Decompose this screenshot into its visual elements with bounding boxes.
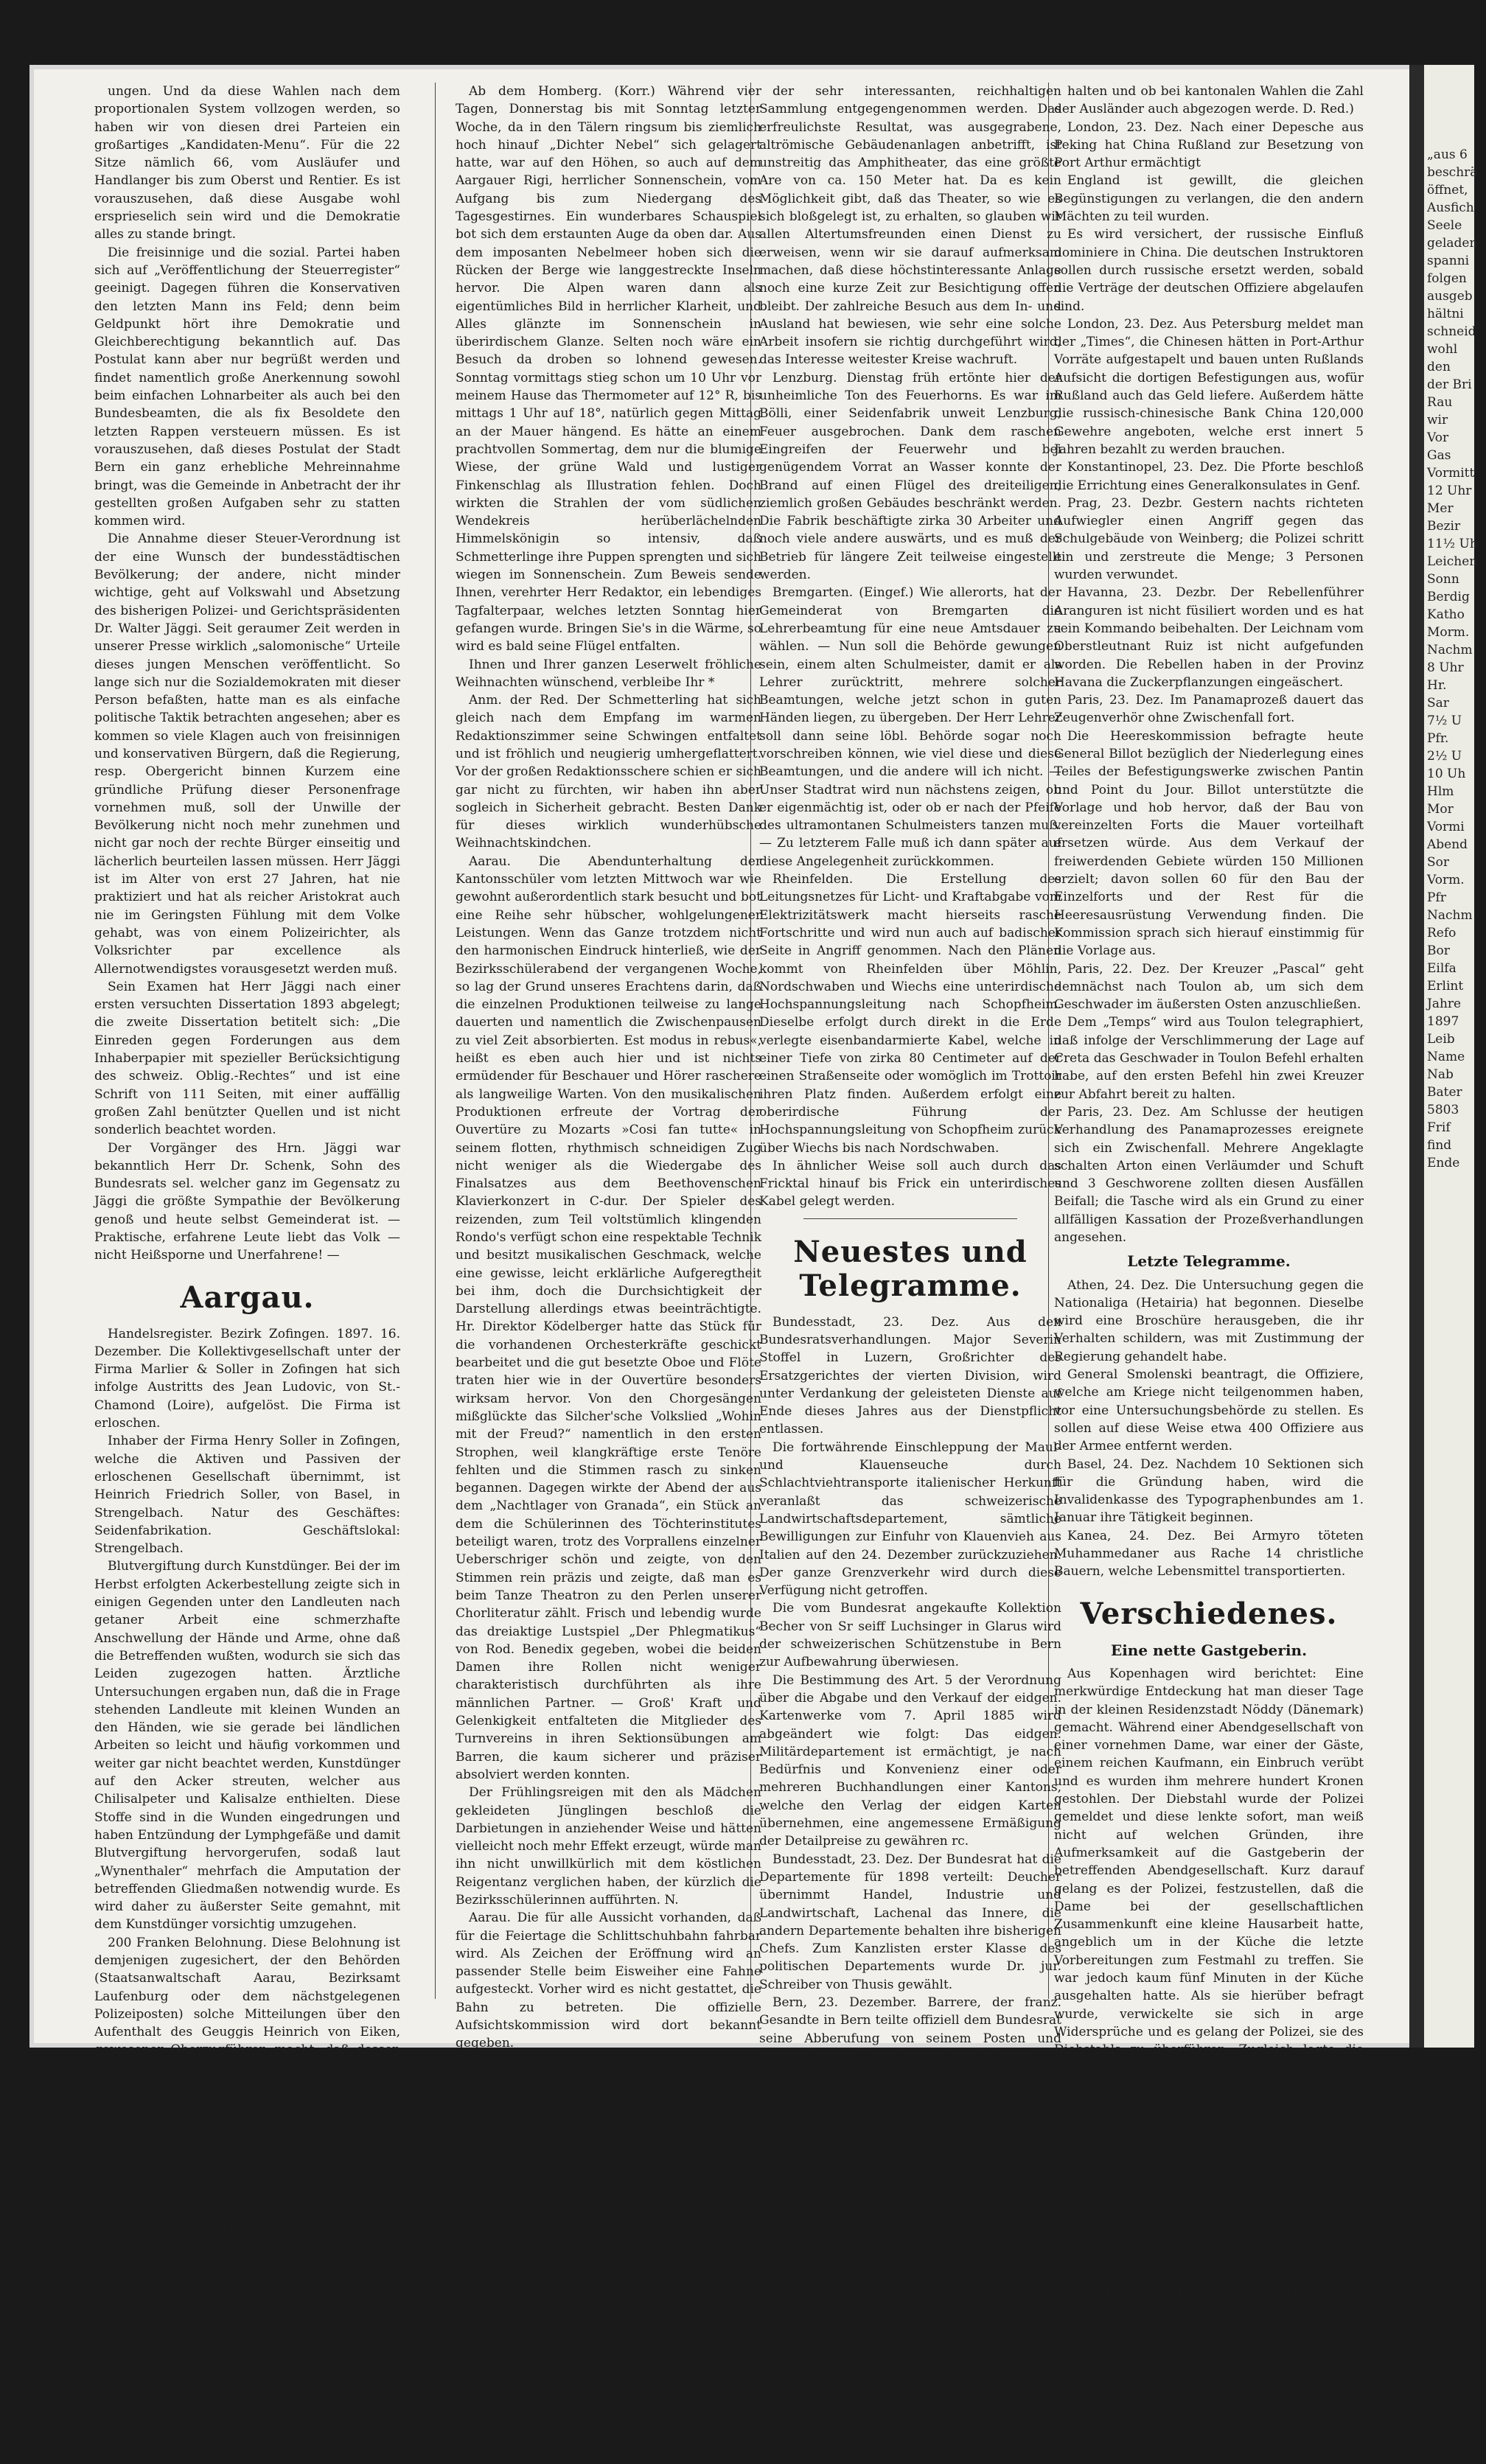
section-heading: Neuestes und Telegramme. xyxy=(793,1234,1028,1303)
article-paragraph: London, 23. Dez. Aus Petersburg meldet man der „Times“, die Chinesen hätten in Port-Arthur Vorräte aufgestapelt und bauen unten Rußlands Aufsicht die dortigen Befestigungen aus, wofür Rußland auch das Geld liefere. Außerdem hätte die russisch-chinesische Bank China 120,000 Gewehre angeboten, welche erst innert 5 Jahren bezahlt zu werden brauchen. xyxy=(1054,316,1364,457)
strip-line: Vorm. xyxy=(1427,873,1465,887)
section-heading: Verschiedenes. xyxy=(1080,1596,1338,1631)
article-paragraph: Der Vorgänger des Hrn. Jäggi war bekanntlich Herr Dr. Schenk, Sohn des Bundesrats sel. welcher ganz im Gegensatz zu Jäggi die größte Sympathie der Bevölkerung genoß und heute selbst Gemeinderat ist. — Praktische, erfahrene Leute liebt das Volk — nicht Heißsporne und Unerfahrene! — xyxy=(94,1140,400,1263)
article-paragraph: Aargauische landw. Gesellschaft. (Mitgeteilt.) Der f. Z. verschiedener Umstände halber vertagte Versammlung der aarg. landw. Gesellschaft ist nun auf Sonntag den 26. Dezember 1897, nachmittags 2 Uhr im Löwen in Muri angesetzt. Bei diesem Anlaß wird Hr. Professor Ehrhardt von Zürich über Tuberkulinimpfung rc. referieren und dann auch das Viehversicherungsgesetz zur Sprache kommen. xyxy=(94,2150,400,2326)
article-paragraph: Ihnen und Ihrer ganzen Leserwelt fröhliche Weihnachten wünschend, verbleibe Ihr * xyxy=(456,657,761,690)
strip-line: 10 Uh xyxy=(1427,767,1466,781)
adjacent-page-text xyxy=(1427,146,1486,1172)
strip-line: hältni xyxy=(1427,307,1464,321)
strip-line: Mor xyxy=(1427,802,1454,817)
strip-line: wohl xyxy=(1427,342,1458,357)
article-paragraph: der sehr interessanten, reichhaltigen Sammlung entgegengenommen werden. Das erfreulichste Resultat, was ausgegrabene, altrömische Gebäudenanlagen anbetrifft, ist unstreitig das Amphitheater, das eine größte Are von ca. 150 Meter hat. Da es kein Möglichkeit gibt, daß das Theater, so wie es sich bloßgelegt ist, zu erhalten, so glauben wir allen Altertumsfreunden einen Dienst zu erweisen, wenn wir sie darauf aufmerksam machen, daß diese höchstinteressante Anlage noch eine kurze Zeit zur Besichtigung offen bleibt. Der zahlreiche Besuch aus dem In- und Ausland hat bewiesen, wie sehr eine solche Arbeit insofern sie richtig durchgeführt wird, das Interesse weitester Kreise wachruft. xyxy=(759,84,1061,368)
strip-line: Leib xyxy=(1427,1032,1455,1047)
strip-line: Frif xyxy=(1427,1120,1451,1135)
article-paragraph: Aarau, 23. Dezember 1897. Kommando des aarg. Polizeikorps. xyxy=(94,2114,400,2147)
article-paragraph: Der Frühlingsreigen mit den als Mädchen gekleideten Jünglingen beschloß die Darbietungen in anziehender Weise und hätten vielleicht noch mehr Effekt erzeugt, würde man ihn nicht unwillkürlich mit dem köstlichen Reigentanz verglichen haben, der kürzlich die Bezirksschülerinnen aufführten. N. xyxy=(456,1785,761,1908)
article-paragraph: Die Annahme dieser Steuer-Verordnung ist der eine Wunsch der bundesstädtischen Bevölkerung; der andere, nicht minder wichtige, geht auf Volkswahl und Absetzung des bisherigen Polizei- und Gerichtspräsidenten Dr. Walter Jäggi. Seit geraumer Zeit werden in unserer Presse wirklich „salomonische“ Urteile dieses jungen Menschen veröffentlicht. So lange sich nur die Sozialdemokraten mit dieser Person befaßten, hatte man es als einfache politische Taktik betrachten angesehen; aber es kommen so viele Klagen auch von freisinnigen und konservativen Bürgern, daß die Regierung, resp. Obergericht binnen Kurzem eine gründliche Prüfung dieser Personenfrage vornehmen muß, soll der Unwille der Bevölkerung nicht noch mehr zunehmen und nicht gar noch der rechte Bürger einseitig und lächerlich beurteilen lassen müssen. Herr Jäggi ist im Alter von erst 27 Jahren, hat nie praktiziert und hat als reicher Aristokrat auch nie im Geringsten Fühlung mit dem Volke gehabt, was von einem Polizeirichter, als Volksrichter par excellence als Allernotwendigstes vorausgesetzt werden muß. xyxy=(94,531,400,977)
strip-line: öffnet, xyxy=(1427,183,1468,198)
article-paragraph: Handelsregister. Bezirk Zofingen. 1897. 16. Dezember. Die Kollektivgesellschaft unter der Firma Marlier & Soller in Zofingen hat sich infolge Austritts des Jean Ludovic, von St.-Chamond (Loire), aufgelöst. Die Firma ist erloschen. xyxy=(94,1326,400,1431)
article-paragraph: Ab dem Homberg. (Korr.) Während vier Tagen, Donnerstag bis mit Sonntag letzter Woche, da in den Tälern ringsum bis ziemlich hoch hinauf „Dichter Nebel“ sich gelagert hatte, war auf den Höhen, so auch auf dem Aargauer Rigi, herrlicher Sonnenschein, vom Aufgang bis zum Niedergang des Tagesgestirnes. Ein wunderbares Schauspiel bot sich dem erstaunten Auge da oben dar. Aus dem imposanten Nebelmeer hoben sich die Rücken der Berge wie langgestreckte Inseln hervor. Die Alpen waren dann als eigentümliches Bild in herrlicher Klarheit, und Alles glänzte im Sonnenschein in überirdischem Glanze. Selten noch wäre ein Besuch da droben so lohnend gewesen. Sonntag vormittags stieg schon um 10 Uhr vor meinem Hause das Thermometer auf 12° R, bis mittags 1 Uhr auf 18°, natürlich gegen Mittag an der Mauer hängend. Es hätte an einem prachtvollen Sommertag, dem nur die blumige Wiese, der grüne Wald und lustiger Finkenschlag als Illustration fehlen. Doch wirkten die Strahlen der vom südlichen Wendekreis herüberlächelnden Himmelskönigin so intensiv, daß Schmetterlinge ihre Puppen sprengten und sich wiegen im Sonnenschein. Zum Beweis sende Ihnen, verehrter Herr Redaktor, ein lebendiges Tagfalterpaar, welches letzten Sonntag hier gefangen wurde. Bringen Sie's in die Wärme, so wird es bald seine Flügel entfalten. xyxy=(456,84,762,655)
article-paragraph: London, 23. Dez. Nach einer Depesche aus Peking hat China Rußland zur Besetzung von Port Arthur ermächtigt xyxy=(1054,119,1364,171)
article-paragraph: Basel, 24. Dez. Nachdem 10 Sektionen sich für die Gründung haben, wird die Invalidenkasse des Typographenbundes am 1. Januar ihre Tätigkeit beginnen. xyxy=(1054,1456,1364,1526)
strip-line: Berdig xyxy=(1427,590,1470,604)
strip-line: Bater xyxy=(1427,1085,1462,1100)
section-divider xyxy=(803,1218,1017,1219)
strip-line: Mer xyxy=(1427,501,1454,516)
article-paragraph: Die Bestimmung des Art. 5 der Verordnung über die Abgabe und den Verkauf der eidgen. Kartenwerke vom 7. April 1885 wird abgeändert wie folgt: Das eidgen. Militärdepartement ist ermächtigt, je nach Bedürfnis und Konvenienz einer oder mehreren Buchhandlungen einer Kantons, welche den Verlag der eidgen Karten übernehmen, eine angemessene Ermäßigung der Detailpreise zu gewähren rc. xyxy=(759,1672,1061,1849)
strip-line: geladen xyxy=(1427,236,1478,251)
strip-line: Pfr. xyxy=(1427,731,1449,746)
article-paragraph: (Der Bundesrat hat nämlich an alle Kantonsregierungen ein Kreisschreiben gerichtet, worin er sie ersucht, was sie von der Motion Hochstraßer xyxy=(759,2389,1061,2458)
strip-line: 2½ U xyxy=(1427,749,1462,764)
article-paragraph: In ähnlicher Weise soll auch durch das Fricktal hinauf bis Frick ein unterirdisches Kabel gelegt werden. xyxy=(759,1158,1061,1210)
strip-line: 5803 xyxy=(1427,1103,1459,1117)
strip-line: den xyxy=(1427,360,1451,374)
article-paragraph: Paris, 23. Dez. Im Panamaprozeß dauert das Zeugenverhör ohne Zwischenfall fort. xyxy=(1054,693,1364,726)
article-subheading: Eine nette Gastgeberin. xyxy=(1110,1641,1308,1659)
article-paragraph: Havanna, 23. Dezbr. Der Rebellenführer Aranguren ist nicht füsiliert worden und es hat sein Kommando beibehalten. Der Leichnam vom Oberstleutnant Ruiz ist nicht aufgefunden worden. Die Rebellen haben in der Provinz Havana die Zuckerpflanzungen eingeäschert. xyxy=(1054,585,1364,690)
strip-line: wir xyxy=(1427,413,1448,427)
article-paragraph: Aarau. Die für alle Aussicht vorhanden, daß für die Feiertage die Schlittschuhbahn fahrbar wird. Als Zeichen der Eröffnung wird an passender Stelle beim Eisweiher eine Fahne aufgesteckt. Vorher wird es nicht gestattet, die Bahn zu betreten. Die offizielle Aufsichtskommission wird dort bekannt gegeben. xyxy=(456,1910,761,2051)
article-paragraph: Sarnen, 23. Dez. Die Regierung spricht sich auf eine Zirkularfrage des eidgenössischen politischen Departements für die Motion Hochstraßer aus. xyxy=(759,2317,1061,2387)
strip-line: folgen xyxy=(1427,271,1467,286)
strip-line: 1897 xyxy=(1427,1014,1459,1029)
strip-line: Pfr xyxy=(1427,890,1446,905)
article-paragraph: Bern, 23. Dezember. Barrere, der franz. Gesandte in Bern teilte offiziell dem Bundesrat seine Abberufung von seinem Posten und infolge seiner Versetzung nach Rom als Gesandter Frankreichs beim Quirinal. Sein Nachfolger in Bern ist Graf Montholon, bezeit Gesandter in Brüssel. xyxy=(759,1994,1061,2118)
strip-line: 7½ U xyxy=(1427,713,1462,728)
strip-line: Eilfa xyxy=(1427,961,1457,976)
article-paragraph: Rheinfelden. Die Erstellung des Leitungsnetzes für Licht- und Kraftabgabe vom Elektrizitätswerk macht hierseits rasche Fortschritte und wird nun auch auf badischer Seite in Angriff genommen. Nach den Plänen kommt von Rheinfelden über Möhlin, Nordschwaben und Wiechs eine unterirdische Hochspannungsleitung nach Schopfheim. Dieselbe erfolgt durch direkt in die Erde verlegte eisenbandarmierte Kabel, welche in einer Tiefe von zirka 80 Centimeter auf der einen Straßenseite oder womöglich im Trottoir ihren Platz finden. Außerdem erfolgt eine oberirdische Führung der Hochspannungsleitung von Schopfheim zurück über Wiechs bis nach Nordschwaben. xyxy=(759,872,1061,1156)
strip-line: Vor xyxy=(1427,430,1449,445)
article-paragraph: Verschönerungs- und Verkehrskommission der Stadt Aarau. xyxy=(456,2053,761,2087)
article-paragraph: England ist gewillt, die gleichen Begünstigungen zu verlangen, die den andern Mächten zu teil wurden. xyxy=(1054,173,1364,225)
article-paragraph: Ein Bezug auf italienische Flottenmanöver im Dezember hat man, wie die „Gazetta di Messina“ meldet, xyxy=(1054,2305,1364,2356)
strip-line: ausgeb xyxy=(1427,289,1473,304)
column-1 xyxy=(94,83,400,2326)
article-paragraph: General Smolenski beantragt, die Offiziere, welche am Kriege nicht teilgenommen haben, vor eine Untersuchungsbehörde zu stellen. Es sollen auf diese Weise etwa 400 Offiziere aus der Armee entfernt werden. xyxy=(1054,1367,1364,1454)
article-paragraph: Inhaber der Firma Henry Soller in Zofingen, welche die Aktiven und Passiven der erloschenen Gesellschaft übernimmt, ist Heinrich Friedrich Soller, von Basel, in Strengelbach. Natur des Geschäftes: Seidenfabrikation. Geschäftslokal: Strengelbach. xyxy=(94,1434,400,1557)
article-paragraph: Basel, 23. Dez. Gemäß Beschluß des Großen Rates sollen die historischen Tage von 1798 nicht öffentlich gefeiert werden. Dagegen werden eine Publikation der Akten und eine an jene Zeit erinnernde Ausstellung veranstaltet. xyxy=(759,2227,1061,2315)
strip-line: spanni xyxy=(1427,254,1470,268)
strip-line: „aus 6 xyxy=(1427,147,1468,162)
article-paragraph: Sein Examen hat Herr Jäggi nach einer ersten versuchten Dissertation 1893 abgelegt; die zweite Dissertation betitelt sich: „Die Einreden gegen Forderungen aus dem Inhaberpapier mit spezieller Berücksichtigung des schweiz. Oblig.-Rechtes“ und ist eine Schrift von 111 Seiten, mit einer auffällig großen Zahl benützter Quellen und ist nicht sonderlich beachtet worden. xyxy=(94,979,400,1138)
article-paragraph: Athen, 24. Dez. Die Untersuchung gegen die Nationaliga (Hetairia) hat begonnen. Dieselbe wird eine Broschüre herausgeben, die ihr Verhalten schildern, was mit Zustimmung der Regierung gehandelt habe. xyxy=(1054,1277,1364,1364)
column-4 xyxy=(1054,83,1364,2356)
article-subheading: Aus Ersparnisrücksichten. xyxy=(1099,2280,1319,2298)
adjacent-page-strip xyxy=(1409,65,1478,2048)
article-paragraph: Amphitheater in Windisch. Da vom 4. Mai dieses Jahres in Windisch, dem römischen Vindonissa, mit durchschnittlich 24 bis 28 Arbeitern vorgenommenen Untersuchungen sind am 18. dies bis zum Eintritt des Frühlings geschlossen worden. Das Bureau der Gesellschaft Pro Vindonissa befindet sich im Gasthof zur „Sonne“ in Windisch, woselbst während des Winters der Vorsteher desselben, Herr Otto Hauser, je Mittwoch von 1—4 Uhr gerne jede wünschbare Auskunft erteilen wird und wo auch die Anmeldungen zum Besuch xyxy=(456,2250,761,2463)
article-paragraph: Dem „Temps“ wird aus Toulon telegraphiert, daß infolge der Verschlimmerung der Lage auf Creta das Geschwader in Toulon Befehl erhalten habe, auf den ersten Befehl hin zwei Kreuzer zur Abfahrt bereit zu halten. xyxy=(1054,1015,1364,1102)
strip-line: find xyxy=(1427,1138,1452,1153)
strip-line: Bezir xyxy=(1427,519,1461,534)
article-paragraph: Die Heereskommission befragte heute General Billot bezüglich der Niederlegung eines Teiles der Befestigungswerke zwischen Pantin und Point du Jour. Billot unterstützte die Vorlage und hob hervor, daß der Bau von vereinzelten Forts die Mauer vorteilhaft ersetzen würde. Aus dem Verkauf der freiwerdenden Gebiete würden 150 Millionen erzielt; davon sollen 60 für den Bau der Einzelforts und der Rest für die Heeresausrüstung Verwendung finden. Die Kommission sprach sich hierauf einstimmig für die Vorlage aus. xyxy=(1054,728,1364,959)
strip-line: Hr. xyxy=(1427,678,1447,693)
strip-line: Gas xyxy=(1427,448,1451,463)
strip-line: Ende xyxy=(1427,1156,1460,1170)
strip-line: Hlm xyxy=(1427,784,1454,799)
strip-line: Jahre xyxy=(1427,997,1462,1011)
strip-line: Leichen xyxy=(1427,554,1478,569)
article-paragraph: Lenzburg. Dienstag früh ertönte hier der unheimliche Ton des Feuerhorns. Es war im Bölli, einer Seidenfabrik unweit Lenzburg, Feuer ausgebrochen. Dank dem raschen Eingreifen der Feuerwehr und bei genügendem Vorrat an Wasser konnte der Brand auf einen Flügel des dreiteiligen, ziemlich großen Gebäudes beschränkt werden. Die Fabrik beschäftigte zirka 30 Arbeiter und noch viele andere auswärts, und es muß der Betrieb für längere Zeit teilweise eingestellt werden. xyxy=(759,370,1061,583)
article-paragraph: Bremgarten. (Eingef.) Wie allerorts, hat der Gemeinderat von Bremgarten die Lehrerbeamtung für eine neue Amtsdauer zu wählen. — Nun soll die Behörde gewungen sein, einem alten Schulmeister, damit er als Lehrer zurücktritt, mehrere solcher Beamtungen, welche jetzt schon in guten Händen liegen, zu übergeben. Der Herr Lehrer soll dann seine löbl. Behörde sogar noch vorschreiben können, wie viel diese und diese Beamtungen, und die andere will ich nicht. — Unser Stadtrat wird nun nächstens zeigen, ob er eigenmächtig ist, oder ob er nach der Pfeife des ultramontanen Schulmeisters tanzen muß. — Zu letzterem Falle muß ich dann später auf diese Angelegenheit zurückkommen. xyxy=(759,585,1061,869)
article-paragraph: ungen. Und da diese Wahlen nach dem proportionalen System vollzogen werden, so haben wir von diesen drei Parteien ein großartiges „Kandidaten-Menu“. Für die 22 Sitze nämlich 66, vom Ausläufer und Handlanger bis zum Oberst und Rentier. Es ist vorauszusehen, daß diese Ausgabe wohl ersprieselich sein wird und die Demokratie alles zu stande bringt. xyxy=(94,84,400,242)
strip-line: Morm. xyxy=(1427,625,1470,640)
article-paragraph: Es wird versichert, der russische Einfluß dominiere in China. Die deutschen Instruktoren sollen durch russische ersetzt werden, sobald die Verträge der deutschen Offiziere abgelaufen sind. xyxy=(1054,227,1364,314)
page-gutter xyxy=(1409,65,1424,2048)
article-paragraph: Paris, 22. Dez. Der Kreuzer „Pascal“ geht demnächst nach Toulon ab, um sich dem Geschwader im äußersten Osten anzuschließen. xyxy=(1054,961,1364,1013)
article-paragraph: Aus Kopenhagen wird berichtet: Eine merkwürdige Entdeckung hat man dieser Tage in der kleinen Residenzstadt Nöddy (Dänemark) gemacht. Während einer Abendgesellschaft von einer vornehmen Dame, war einer der Gäste, einem reichen Kaufmann, ein Einbruch verübt und es wurden ihm mehrere hundert Kronen gestohlen. Der Diebstahl wurde der Polizei gemeldet und diese lenkte sofort, man weiß nicht auf welchen Gründen, ihre Aufmerksamkeit auf die Gastgeberin der betreffenden Abendgesellschaft. Kurz darauf gelang es der Polizei, festzustellen, daß die Dame bei der gesellschaftlichen Zusammenkunft eine kleine Hausarbeit hatte, angeblich um in der Küche die letzte Vorbereitungen zum Festmahl zu treffen. Sie war jedoch kaum fünf Minuten in der Küche ausgehalten hatte. Als sie hierüber befragt wurde, verwickelte sie sich in arge Widersprüche und es gelang der Polizei, sie des Diebstahls zu überführen. Zugleich legte die Dame das Geständnis ab, daß sie vor mehreren Jahren unter fast ähnlichen Umständen einen Diebstahl bei ihrem Schwager ausgeführt hatte. Ein vierzehnjähriger Knabe wurde damals als des Diebstahls verdächtig verhaftet, beging aber aus Gefühl von Scham Selbstmord und hinterließ einen Brief mit den Worte: „Ich bin unschuldig!“ an die Wand im Gefängnis, so daß die dortige Frau bewohnt ist im Gefängnis bezogen hatte. Die dortige Frau bewohnt jetzt die frühere Zelle, in denen der arme Knabe sich den Tod gegeben hatte. xyxy=(1054,1666,1364,2272)
column-3 xyxy=(759,83,1061,2458)
strip-line: Rau xyxy=(1427,395,1453,410)
article-paragraph: halten und ob bei kantonalen Wahlen die Zahl der Ausländer auch abgezogen werde. D. Red.) xyxy=(1054,84,1364,117)
article-subheading: Letzte Telegramme. xyxy=(1127,1252,1291,1271)
strip-line: Sor xyxy=(1427,855,1450,870)
strip-line: Nachm xyxy=(1427,908,1473,923)
strip-line: Vormitt xyxy=(1427,466,1475,481)
article-paragraph: Die fortwährende Einschleppung der Maul- und Klauenseuche durch Schlachtviehtransporte italienischer Herkunft veranlaßt das schweizerische Landwirtschaftsdepartement, sämtliche Bewilligungen zur Einfuhr von Klauenvieh aus Italien auf den 24. Dezember zurückzuziehen. Der ganze Grenzverkehr wird durch diese Verfügung nicht getroffen. xyxy=(759,1439,1061,1599)
column-2 xyxy=(456,83,762,2463)
article-paragraph: Konstantinopel, 23. Dez. Die Pforte beschloß die Errichtung eines Generalkonsulates in Genf. xyxy=(1054,460,1364,493)
strip-line: Refo xyxy=(1427,926,1457,940)
column-rule xyxy=(435,83,436,1999)
article-paragraph: Anm. der Red. Der Schmetterling hat sich gleich nach dem Empfang im warmen Redaktionszimmer seine Schwingen entfaltet und ist fröhlich und neugierig umhergeflattert. Vor der großen Redaktionsschere schien er sich gar nicht zu fürchten, wir haben ihn aber sogleich in Sicherheit gebracht. Besten Dank für dieses wirklich wunderhübsche Weihnachtskindchen. xyxy=(456,693,761,851)
strip-line: Sonn xyxy=(1427,572,1459,587)
strip-line: Katho xyxy=(1427,607,1465,622)
strip-line: Bor xyxy=(1427,943,1450,958)
strip-line: Vormi xyxy=(1427,820,1465,834)
strip-line: Sar xyxy=(1427,696,1449,711)
strip-line: Erlint xyxy=(1427,979,1464,994)
strip-line: 12 Uhr xyxy=(1427,484,1472,498)
strip-line: Nachm xyxy=(1427,643,1473,657)
strip-line: Seele xyxy=(1427,218,1462,233)
article-paragraph: Prag, 23. Dezbr. Gestern nachts richteten Aufwiegler einen Angriff gegen das Schulgebäude von Weinberg; die Polizei schritt ein und zerstreute die Menge; 3 Personen wurden verwundet. xyxy=(1054,495,1364,583)
article-paragraph: 200 Franken Belohnung. Diese Belohnung ist demjenigen zugesichert, der den Behörden (Staatsanwaltschaft Aarau, Bezirksamt Laufenburg oder dem nächstgelegenen Polizeiposten) solche Mitteilungen über den Aufenthalt des Geuggis Heinrich von Eiken, gewesener Oberzugführer, macht, daß dessen Verhaftung möglich ist. Geuggis ist des Diebstahls vom 8. Dezember zwischen Frick und Hornussen im Eisenbahnzug beschuldigt. xyxy=(94,1935,400,2112)
article-paragraph: Die vom Bundesrat angekaufte Kollektion Becher von Sr seiff Luchsinger in Glarus wird der schweizerischen Schützenstube in Bern zur Aufbewahrung überwiesen. xyxy=(759,1601,1061,1670)
article-paragraph: Bundesstadt, 23. Dez. Aus den Bundesratsverhandlungen. Major Severin Stoffel in Luzern, Großrichter des Ersatzgerichtes der vierten Division, wird unter Verdankung der geleisteten Dienste auf Ende dieses Jahres aus der Dienstpflicht entlassen. xyxy=(759,1314,1061,1437)
strip-line: Ausfich xyxy=(1427,200,1474,215)
article-paragraph: Blutvergiftung durch Kunstdünger. Bei der im Herbst erfolgten Ackerbestellung zeigte sich in einigen Gegenden unter den Landleuten nach getaner Arbeit eine schmerzhafte Anschwellung der Hände und Arme, ohne daß die Betreffenden wußten, wodurch sie sich das Leiden zugezogen hatten. Ärztliche Untersuchungen ergaben nun, daß die in Frage stehenden Landleute mit kleinen Wunden an den Händen, wie sie gerade bei ländlichen Arbeiten so leicht und häufig vorkommen und weiter gar nicht beachtet werden, Kunstdünger auf den Acker streuten, welcher aus Chilisalpeter und Kalisalze enthielten. Diese Stoffe sind in die Wunden eingedrungen und haben Entzündung der Lymphgefäße und damit Blutvergiftung hervorgerufen, sodaß laut „Wynenthaler“ mehrfach die Amputation der betreffenden Gliedmaßen notwendig wurde. Es wird daher zu äußerster Seite gemahnt, mit dem Kunstdünger vorsichtig umzugehen. xyxy=(94,1559,400,1933)
strip-line: der Bri xyxy=(1427,377,1472,392)
strip-line: 8 Uhr xyxy=(1427,660,1464,675)
article-paragraph: Kanea, 24. Dez. Bei Armyro töteten Muhammedaner aus Rache 14 christliche Bauern, welche Lebensmittel transportierten. xyxy=(1054,1528,1364,1580)
article-paragraph: Küttigen. (Eingef.) Für die Sonntag den 26. dies stattfindende Wahl der Rechnungskommission schlagen wir die bisherigen vor, nämlich H. Bolliger, Farbenmacher; J. Hunziker, Lehrer; F. Schmid, Lehrer; G. Schärer, Buchhalter; J. Ris, Büchsenschmieds; Andr. Wehrli, Schuster und an Stelle des Heinr. Bolliger, Gemeinderat Hans Blattner, Notar (neu). xyxy=(456,2090,761,2248)
article-paragraph: Paris, 23. Dez. Am Schlusse der heutigen Verhandlung des Panamaprozesses ereignete sich ein Zwischenfall. Mehrere Angeklagte schalten Arton einen Verläumder und Schuft und 3 Geschworene zollten diesen Ausfällen Beifall; die Tasche wird als ein Grund zu einer allfälligen Kassation der Prozeßverhandlungen angesehen. xyxy=(1054,1104,1364,1245)
article-paragraph: Bundesstadt, 23. Dez. Der Bundesrat hat die Departemente für 1898 verteilt: Deucher übernimmt Handel, Industrie und Landwirtschaft, Lachenal das Innere, die andern Departemente behalten ihre bisherigen Chefs. Zum Kanzlisten erster Klasse des politischen Departements wurde Dr. jur. Schreiber von Thusis gewählt. xyxy=(759,1852,1061,1992)
strip-line: 11½ Uh xyxy=(1427,537,1478,551)
article-paragraph: Aarau. Die Abendunterhaltung der Kantonsschüler vom letzten Mittwoch war wie gewohnt außerordentlich stark besucht und bot eine Reihe sehr hübscher, wohlgelungener Leistungen. Wenn das Ganze trotzdem nicht den harmonischen Eindruck hinterließ, wie der Bezirksschülerabend der vergangenen Woche, so lag der Grund unseres Erachtens darin, daß die einzelnen Produktionen teilweise zu lange dauerten und namentlich die Zwischenpausen zu viel Zeit absorbierten. Est modus in rebus«, heißt es eben auch hier und ist nichts ermüdender für Beschauer und Hörer raschere als langweilige Warten. Von den musikalischen Produktionen erfreute der Vortrag der Ouvertüre zu Mozarts »Cosi fan tutte« in seinem flotten, rhythmisch schneidigen Zug nicht weniger als die Wiedergabe des Finalsatzes aus dem Beethovenschen Klavierkonzert in C-dur. Der Spieler des reizenden, zum Teil voltstümlich klingenden Rondo's verfügt schon eine respektable Technik und besitzt musikalischen Geschmack, welche eine gewisse, leicht erklärliche Aufgeregtheit bei ihm, doch die Durchsichtigkeit der Darstellung allerdings etwas beeinträchtigte. Hr. Direktor Ködelberger hatte das Stück für die vorhandenen Orchesterkräfte geschickt bearbeitet und die gut besetzte Oboe und Flöte traten hier wie in der Ouvertüre besonders wirksam hervor. Von den Chorgesängen mißglückte das Silcher'sche Volkslied „Wohin mit der Freud?“ namentlich in den ersten Strophen, weil klangkräftige erste Tenöre fehlten und die Stimmen rasch zu sinken begannen. Dagegen wirkte der Abend der aus dem „Nachtlager von Granada“, ein Stück an dem die Schülerinnen des Töchterinstitutes beteiligt waren, trotz des Vorprallens einzelner Ueberschriger schön und zeigte, von den Stimmen rein präzis und zeigte, daß man es beim Tanze Theatron zu den Perlen unserer Chorliteratur zählt. Frisch und lebendig wurde das dreiaktige Lustspiel „Der Phlegmatikus“ von Rod. Benedix gegeben, wobei die beiden Damen ihre Rollen nicht weniger charakteristisch durchführten als ihre männlichen Partner. — Groß' Kraft und Gelenkigkeit entfalteten die Mitglieder des Turnvereins in ihren Sektionsübungen am Barren, die kaum sicherer und präziser absolviert werden konnten. xyxy=(456,854,761,1782)
article-paragraph: Zürich, 23. Dez. In Außersihl hat sich ein bayrischer Schriftsteller, Hermann Stockinger aus Ludwigshafen, mit Cyankali vergiftet. In einem hinterlassenen Brief erklärt der Tote, er habe in Monte Carlo sein ganzes Vermögen im Betrage von 250,000 Mark verspielt. xyxy=(759,2121,1061,2225)
strip-line: Nab xyxy=(1427,1067,1454,1082)
article-paragraph: Die freisinnige und die sozial. Partei haben sich auf „Veröffentlichung der Steuerregister“ geeinigt. Dagegen führen die Konservativen den letzten Mann ins Feld; denn beim Geldpunkt hört ihre Demokratie und Gleichberechtigung bekanntlich auf. Das Postulat kann aber nur begrüßt werden und findet namentlich große Anerkennung sowohl beim einfachen Lohnarbeiter als auch bei den Bundesbeamten, die als fix Besoldete den letzten Rappen versteuern müssen. Es ist vorauszusehen, daß dieses Postulat der Stadt Bern ein ganz erhebliche Mehreinnahme bringt, was die Gemeinde in Anbetracht der ihr gestellten großen Aufgaben sehr zu statten kommen wird. xyxy=(94,245,400,529)
strip-line: schneid xyxy=(1427,324,1476,339)
strip-line: Abend xyxy=(1427,837,1468,852)
section-heading: Aargau. xyxy=(180,1280,315,1315)
strip-line: beschrä xyxy=(1427,165,1478,180)
strip-line: Name xyxy=(1427,1050,1465,1064)
